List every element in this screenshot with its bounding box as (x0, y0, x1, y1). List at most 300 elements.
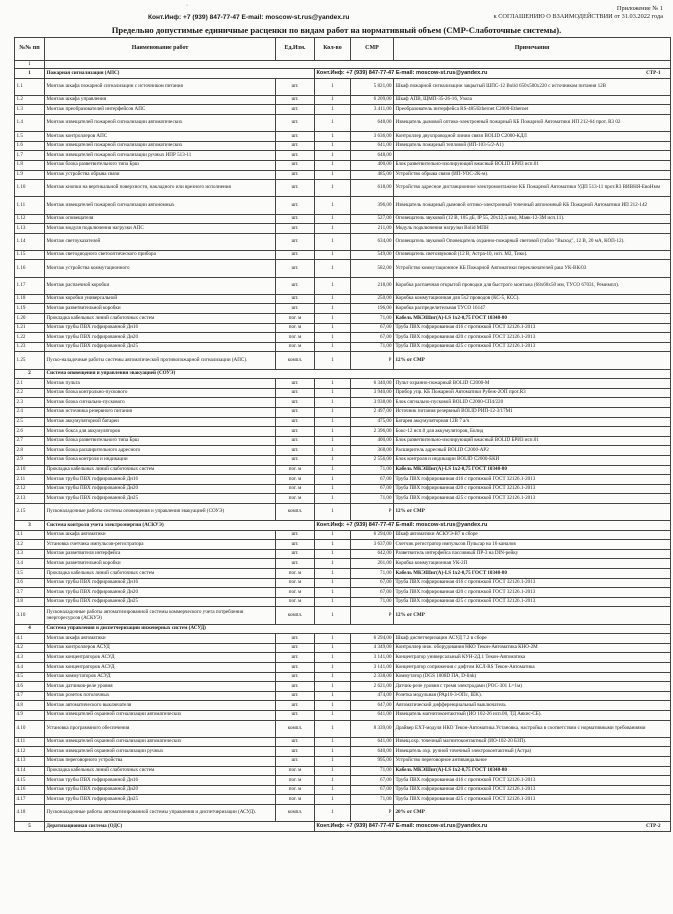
item-name: Монтаж трубы ПВХ гофрированной Дн20 (45, 333, 276, 343)
table-row (15, 170, 671, 180)
item-note: Кабель МКЭШнг(А)-LS 1х2-0,75 ГОСТ 10348-80 (394, 465, 671, 475)
item-unit: компл. (276, 804, 315, 821)
item-number: 1.4 (15, 114, 45, 131)
item-price: 71,00 (351, 766, 394, 776)
item-qty: 1 (315, 260, 351, 277)
item-number: 4.14 (15, 766, 45, 776)
item-note: Источник питания резервный BOLID РИП-12-3/17М1 (394, 407, 671, 417)
item-qty: 1 (315, 710, 351, 720)
item-qty: 1 (315, 494, 351, 504)
table-row (15, 342, 671, 352)
item-note: Розетка модульная (РАр10-3-ОПс, IEK). (394, 691, 671, 701)
item-note: 12% от СМР (394, 503, 671, 520)
table-row (15, 530, 671, 540)
table-row (15, 197, 671, 214)
item-number: 3.4 (15, 559, 45, 569)
item-note: Счетчик регистратор импульсов Пульсар на 16 каналов (394, 540, 671, 550)
item-unit: пог. м (276, 569, 315, 579)
item-name: Монтаж трубы ПВХ гофрированной Дн16 (45, 323, 276, 333)
item-unit: пог. м (276, 484, 315, 494)
item-note: Драйвер EXT-модуля НКО Текон-Автоматика.Установка, настройка в соответствии с нормативными требованиями (394, 720, 671, 737)
table-row (15, 436, 671, 446)
item-qty: 1 (315, 682, 351, 692)
item-unit: шт. (276, 530, 315, 540)
item-note: 12% от СМР (394, 352, 671, 369)
item-qty: 1 (315, 250, 351, 260)
item-price: 641,00 (351, 141, 394, 151)
table-row (15, 701, 671, 711)
item-price: 2 556,00 (351, 455, 394, 465)
item-name: Монтаж извещателей охранной сигнализации ручных (45, 747, 276, 757)
item-unit: шт. (276, 417, 315, 427)
item-note: Устройство обрыва связи (ИП-УОС-2К-м). (394, 170, 671, 180)
item-note: Оповещатель светозвуковой (12 В, Астра-10, исп. М2, Тико). (394, 250, 671, 260)
item-number: 3.3 (15, 549, 45, 559)
section-number: 5 (15, 822, 45, 832)
table-row (15, 484, 671, 494)
item-unit: шт. (276, 224, 315, 234)
item-price: 618,00 (351, 180, 394, 197)
item-unit: шт. (276, 663, 315, 673)
item-price: 3 637,00 (351, 540, 394, 550)
item-price: 67,00 (351, 323, 394, 333)
item-unit: шт. (276, 634, 315, 644)
item-price: 641,00 (351, 737, 394, 747)
item-name: Монтаж трубы ПВХ гофрированной Дн25 (45, 494, 276, 504)
item-name: Монтаж извещателей пожарной сигнализации автоматических (45, 114, 276, 131)
item-price: 5 821,00 (351, 78, 394, 95)
table-row (15, 427, 671, 437)
item-number: 3.6 (15, 578, 45, 588)
item-name: Монтаж трубы ПВХ гофрированной Дн20 (45, 785, 276, 795)
item-qty: 1 (315, 314, 351, 324)
item-unit: пог. м (276, 795, 315, 805)
item-name: Монтаж разветвительной коробки (45, 559, 276, 569)
item-unit: компл. (276, 720, 315, 737)
table-row (15, 105, 671, 115)
item-note: Устройство коммутационное КБ Пожарной Автоматики переключателей раш УК-ВК/03 (394, 260, 671, 277)
item-note: Извещатель дымовой оптико-электронный пожарный КБ Пожарной Автоматики ИП 212-64 прот. R3 02 (394, 114, 671, 131)
item-number: 2.3 (15, 398, 45, 408)
item-number: 1.9 (15, 170, 45, 180)
item-price: 196,00 (351, 304, 394, 314)
item-qty: 1 (315, 540, 351, 550)
item-note: Труба ПВХ гофрированная d20 с протяжкой ГОСТ 32126.1-2013 (394, 484, 671, 494)
item-price: Р (351, 607, 394, 624)
item-name: Монтаж светоуказателей (45, 233, 276, 250)
item-note: Датчик-реле уровня с тремя электродами (РОС-301 L=1м) (394, 682, 671, 692)
item-price: 648,00 (351, 114, 394, 131)
item-number: 4.13 (15, 756, 45, 766)
item-unit: пог. м (276, 323, 315, 333)
item-name: Монтаж светодиодного светооптического прибора (45, 250, 276, 260)
item-number: 2.11 (15, 475, 45, 485)
item-unit: шт. (276, 233, 315, 250)
item-qty: 1 (315, 197, 351, 214)
item-name: Прокладка кабельных линий слаботочных систем (45, 314, 276, 324)
item-price: 71,00 (351, 494, 394, 504)
item-number: 1.23 (15, 342, 45, 352)
table-row (15, 756, 671, 766)
item-qty: 1 (315, 427, 351, 437)
item-qty: 1 (315, 597, 351, 607)
item-unit: шт. (276, 114, 315, 131)
item-unit: шт. (276, 701, 315, 711)
table-row (15, 494, 671, 504)
table-row (15, 151, 671, 161)
item-note: Разветвитель интерфейса пассивный ПР-3 на DIN-рейку (394, 549, 671, 559)
item-number: 4.10 (15, 720, 45, 737)
table-row (15, 653, 671, 663)
item-qty: 1 (315, 804, 351, 821)
item-qty: 1 (315, 277, 351, 294)
item-number: 4.4 (15, 663, 45, 673)
item-price: 634,00 (351, 233, 394, 250)
item-price: 475,00 (351, 417, 394, 427)
item-name: Пусконаладочные работы автоматизированной системы коммерческого учета потребления энергоресурсов (АСКУЭ) (45, 607, 276, 624)
table-row (15, 776, 671, 786)
item-note: Труба ПВХ гофрированная d25 с протяжкой ГОСТ 32126.1-2013 (394, 342, 671, 352)
item-unit: шт. (276, 672, 315, 682)
item-note: Коробка распределительная ТУСО 16147 (394, 304, 671, 314)
table-row (15, 465, 671, 475)
item-name: Монтаж извещателей охранной сигнализации автоматических (45, 737, 276, 747)
appendix-agreement: к СОГЛАШЕНИЮ О ВЗАИМОДЕЙСТВИИ от 31.03.2022 года (493, 13, 663, 20)
item-price: 549,00 (351, 250, 394, 260)
item-price: 2 338,00 (351, 672, 394, 682)
item-unit: шт. (276, 141, 315, 151)
appendix-note (494, 5, 663, 21)
item-unit: шт. (276, 260, 315, 277)
table-row (15, 766, 671, 776)
item-price: 67,00 (351, 578, 394, 588)
item-price: 6 340,00 (351, 379, 394, 389)
item-qty: 1 (315, 588, 351, 598)
item-name: Монтаж розеток потолочных (45, 691, 276, 701)
item-price: 71,00 (351, 597, 394, 607)
item-qty: 1 (315, 701, 351, 711)
item-note: Труба ПВХ гофрированная d16 с протяжкой ГОСТ 32126.1-2013 (394, 776, 671, 786)
table-row (15, 95, 671, 105)
col-header-price: СМР (351, 38, 394, 61)
item-unit: шт. (276, 398, 315, 408)
item-qty: 1 (315, 569, 351, 579)
item-note: Блок разветвительно-изолирующий вжасный BOLID БРИЗ исп.01 (394, 160, 671, 170)
item-number: 4.6 (15, 682, 45, 692)
table-row (15, 804, 671, 821)
item-name: Монтаж шкафа автоматики (45, 530, 276, 540)
section-row (15, 369, 671, 379)
item-number: 3.1 (15, 530, 45, 540)
item-name: Монтаж извещателей пожарной сигнализации автономных (45, 197, 276, 214)
item-number: 2.6 (15, 427, 45, 437)
item-qty: 1 (315, 446, 351, 456)
item-price: 527,00 (351, 214, 394, 224)
item-name: Монтаж автоматического выключателя (45, 701, 276, 711)
item-number: 4.5 (15, 672, 45, 682)
item-name: Монтаж извещателей пожарной сигнализации автоматических (45, 141, 276, 151)
item-unit: шт. (276, 756, 315, 766)
item-name: Прокладка кабельных линий слаботочных систем (45, 465, 276, 475)
item-number: 4.9 (15, 710, 45, 720)
table-row (15, 323, 671, 333)
item-note: Извещ.охр. точечный магнитоконтактный (ИО-102-20 БЗП). (394, 737, 671, 747)
item-note: Блок контроля и индикации BOLID C2000-БКИ (394, 455, 671, 465)
item-price: 640,00 (351, 747, 394, 757)
table-row (15, 180, 671, 197)
item-unit: шт. (276, 197, 315, 214)
table-row (15, 294, 671, 304)
col-header-name: Наименование работ (45, 38, 276, 61)
item-name: Пусконаладочные работы автоматизированной системы управления и диспетчеризации (АСУД). (45, 804, 276, 821)
item-number: 1.6 (15, 141, 45, 151)
item-number: 1.20 (15, 314, 45, 324)
item-unit: компл. (276, 607, 315, 624)
item-unit: шт. (276, 549, 315, 559)
section-title: Система оповещения и управления эвакуацией (СОУЭ) (45, 369, 671, 379)
item-note: Шкаф диспетчеризации АСУД 7.2 в сборе (394, 634, 671, 644)
sheet-number: СТР-1 (646, 69, 661, 76)
table-row (15, 747, 671, 757)
item-unit: шт. (276, 682, 315, 692)
item-note: Труба ПВХ гофрированная d20 с протяжкой ГОСТ 32126.1-2013 (394, 333, 671, 343)
item-name: Монтаж шкафа пожарной сигнализации с источником питания (45, 78, 276, 95)
item-price: 8 339,00 (351, 720, 394, 737)
item-price: 67,00 (351, 785, 394, 795)
table-row (15, 634, 671, 644)
table-row (15, 682, 671, 692)
item-unit: шт. (276, 277, 315, 294)
corner-mark: · (186, 3, 188, 9)
item-price: 485,00 (351, 170, 394, 180)
item-note: Блок сигнально-пусковой BOLID C2000-СП4/220 (394, 398, 671, 408)
item-unit: пог. м (276, 776, 315, 786)
item-number: 1.11 (15, 197, 45, 214)
item-number: 4.18 (15, 804, 45, 821)
col-header-unit: Ед.Изм. (276, 38, 315, 61)
item-note: Коммутатор (DGS 1008D ПА, D-link) (394, 672, 671, 682)
item-price: 67,00 (351, 776, 394, 786)
section-contact (315, 69, 671, 79)
item-name: Монтаж оповещателя (45, 214, 276, 224)
table-row (15, 398, 671, 408)
item-unit: шт. (276, 540, 315, 550)
item-qty: 1 (315, 559, 351, 569)
item-qty: 1 (315, 170, 351, 180)
column-number-row (15, 61, 671, 69)
section-number: 1 (15, 69, 45, 79)
item-name: Монтаж извещателей охранной сигнализации автоматических (45, 710, 276, 720)
section-title: Система контроля учета электроэнергии (АСКУЭ) (45, 521, 315, 531)
item-number: 1.14 (15, 233, 45, 250)
item-number: 1.3 (15, 105, 45, 115)
section-number: 2 (15, 369, 45, 379)
table-row (15, 78, 671, 95)
item-name: Монтаж извещателей пожарной сигнализации ручных ИПР 513-11 (45, 151, 276, 161)
item-qty: 1 (315, 323, 351, 333)
item-price: 71,00 (351, 342, 394, 352)
col-header-num: №№ пп (15, 38, 45, 61)
item-unit: пог. м (276, 342, 315, 352)
item-note: Концентратор универсальный КУН-2Д.1 Текон-Автоматика (394, 653, 671, 663)
item-number: 1.7 (15, 151, 45, 161)
item-qty: 1 (315, 720, 351, 737)
table-row (15, 304, 671, 314)
item-unit: шт. (276, 710, 315, 720)
item-price: Р (351, 503, 394, 520)
table-row (15, 379, 671, 389)
item-unit: пог. м (276, 465, 315, 475)
item-name: Монтаж устройства коммутационного (45, 260, 276, 277)
item-note: Труба ПВХ гофрированная d25 с протяжкой ГОСТ 32126.1-2013 (394, 494, 671, 504)
section-row (15, 822, 671, 832)
document-title: Предельно допустимые единичные расценки по видам работ на нормативный объем (СМР-Слаботочные системы). (111, 25, 562, 35)
item-unit: шт. (276, 160, 315, 170)
item-qty: 1 (315, 294, 351, 304)
section-title: Дератизационная система (ОДС) (45, 822, 315, 832)
item-price: 2 396,00 (351, 427, 394, 437)
table-row (15, 455, 671, 465)
item-note: Труба ПВХ гофрированная d16 с протяжкой ГОСТ 32126.1-2013 (394, 475, 671, 485)
table-row (15, 333, 671, 343)
item-name: Монтаж преобразователей интерфейсов АПС (45, 105, 276, 115)
item-note: Труба ПВХ гофрированная d16 с протяжкой ГОСТ 32126.1-2013 (394, 578, 671, 588)
item-qty: 1 (315, 776, 351, 786)
item-price: 2 497,00 (351, 407, 394, 417)
item-note: Пульт охранно-пожарный BOLID C2000-М (394, 379, 671, 389)
item-number: 1.19 (15, 304, 45, 314)
item-name: Монтаж трубы ПВХ гофрированной Дн16 (45, 475, 276, 485)
item-unit: шт. (276, 436, 315, 446)
table-row (15, 417, 671, 427)
item-name: Монтаж бокса для аккумуляторов (45, 427, 276, 437)
item-qty: 1 (315, 388, 351, 398)
item-unit: пог. м (276, 333, 315, 343)
item-qty: 1 (315, 160, 351, 170)
item-note: Устройство переговорное антивандальное (394, 756, 671, 766)
item-price: 647,00 (351, 701, 394, 711)
item-name: Монтаж концентраторов АСУД (45, 663, 276, 673)
item-number: 1.17 (15, 277, 45, 294)
item-price: 6 209,00 (351, 95, 394, 105)
table-row (15, 132, 671, 142)
column-number-cell: 1 (15, 61, 45, 69)
item-price: 648,00 (351, 151, 394, 161)
item-price: 3 636,00 (351, 132, 394, 142)
item-note: Кабель МКЭШнг(А)-LS 1х2-0,75 ГОСТ 10348-80 (394, 569, 671, 579)
item-name: Монтаж трубы ПВХ гофрированной Дн25 (45, 597, 276, 607)
item-note: Извещатель охр. ручной точечный электроконтактный (Астра) (394, 747, 671, 757)
item-number: 3.2 (15, 540, 45, 550)
item-qty: 1 (315, 398, 351, 408)
item-unit: шт. (276, 214, 315, 224)
item-number: 1.21 (15, 323, 45, 333)
item-number: 2.10 (15, 465, 45, 475)
table-row (15, 314, 671, 324)
appendix-number: Приложение № 1 (616, 5, 663, 12)
item-qty: 1 (315, 691, 351, 701)
item-qty: 1 (315, 436, 351, 446)
item-price: 71,00 (351, 795, 394, 805)
item-price: 218,00 (351, 277, 394, 294)
table-row (15, 569, 671, 579)
item-unit: шт. (276, 379, 315, 389)
item-unit: шт. (276, 180, 315, 197)
item-note: Кабель МКЭШнг(А)-LS 1х2-0,75 ГОСТ 10348-80 (394, 766, 671, 776)
item-note: Преобразователь интерфейса RS-485/Ethernet C2000-Ethernet (394, 105, 671, 115)
item-note: Труба ПВХ гофрированная d20 с протяжкой ГОСТ 32126.1-2013 (394, 588, 671, 598)
item-price: 3 411,00 (351, 105, 394, 115)
item-qty: 1 (315, 503, 351, 520)
item-number: 2.1 (15, 379, 45, 389)
item-number: 1.25 (15, 352, 45, 369)
item-qty: 1 (315, 747, 351, 757)
item-note: Коробка коммутационная для 5х2 проводов (КС-5, КСС). (394, 294, 671, 304)
item-price: 71,00 (351, 569, 394, 579)
column-number-filler (45, 61, 671, 69)
item-name: Монтаж аккумуляторной батареи (45, 417, 276, 427)
item-number: 4.17 (15, 795, 45, 805)
table-row (15, 388, 671, 398)
item-qty: 1 (315, 607, 351, 624)
col-header-note: Примечания (394, 38, 671, 61)
item-unit: шт. (276, 304, 315, 314)
item-note: Батарея аккумуляторная 12В 7 а/ч (394, 417, 671, 427)
item-qty: 1 (315, 105, 351, 115)
item-qty: 1 (315, 132, 351, 142)
item-note: Устройство адресное дистанционное электромонтажное КБ Пожарной Автоматики УДП 513-11 прот.R3 ВИВНЯ-ЕвоНмм (394, 180, 671, 197)
item-qty: 1 (315, 756, 351, 766)
item-name: Монтаж модуля подключения нагрузки АПС (45, 224, 276, 234)
section-row (15, 521, 671, 531)
item-qty: 1 (315, 484, 351, 494)
section-title: Пожарная сигнализация (АПС) (45, 69, 315, 79)
table-row (15, 540, 671, 550)
item-number: 2.8 (15, 446, 45, 456)
item-qty: 1 (315, 475, 351, 485)
item-qty: 1 (315, 78, 351, 95)
item-price: 642,00 (351, 549, 394, 559)
item-number: 2.13 (15, 494, 45, 504)
item-price: 641,00 (351, 710, 394, 720)
item-note: Труба ПВХ гофрированная d25 с протяжкой ГОСТ 32126.1-2013 (394, 597, 671, 607)
item-price: 400,00 (351, 160, 394, 170)
item-qty: 1 (315, 407, 351, 417)
item-unit: шт. (276, 151, 315, 161)
item-unit: компл. (276, 352, 315, 369)
item-price: 201,00 (351, 559, 394, 569)
item-unit: шт. (276, 132, 315, 142)
section-number: 4 (15, 624, 45, 634)
section-contact-text: Конт.Инф: +7 (939) 847-77-47 E-mail: moscow-st.rus@yandex.ru (316, 521, 488, 528)
item-number: 4.16 (15, 785, 45, 795)
item-number: 2.9 (15, 455, 45, 465)
item-unit: шт. (276, 691, 315, 701)
item-name: Монтаж пульта (45, 379, 276, 389)
item-qty: 1 (315, 333, 351, 343)
item-unit: шт. (276, 643, 315, 653)
item-price: 995,00 (351, 756, 394, 766)
table-row (15, 233, 671, 250)
item-number: 1.13 (15, 224, 45, 234)
item-qty: 1 (315, 233, 351, 250)
sheet-number: СТР-2 (646, 822, 661, 829)
item-name: Монтаж трубы ПВХ гофрированной Дн25 (45, 795, 276, 805)
item-qty: 1 (315, 653, 351, 663)
item-name: Монтаж трубы ПВХ гофрированной Дн16 (45, 776, 276, 786)
item-name: Монтаж коммутаторов АСУД (45, 672, 276, 682)
table-row (15, 260, 671, 277)
